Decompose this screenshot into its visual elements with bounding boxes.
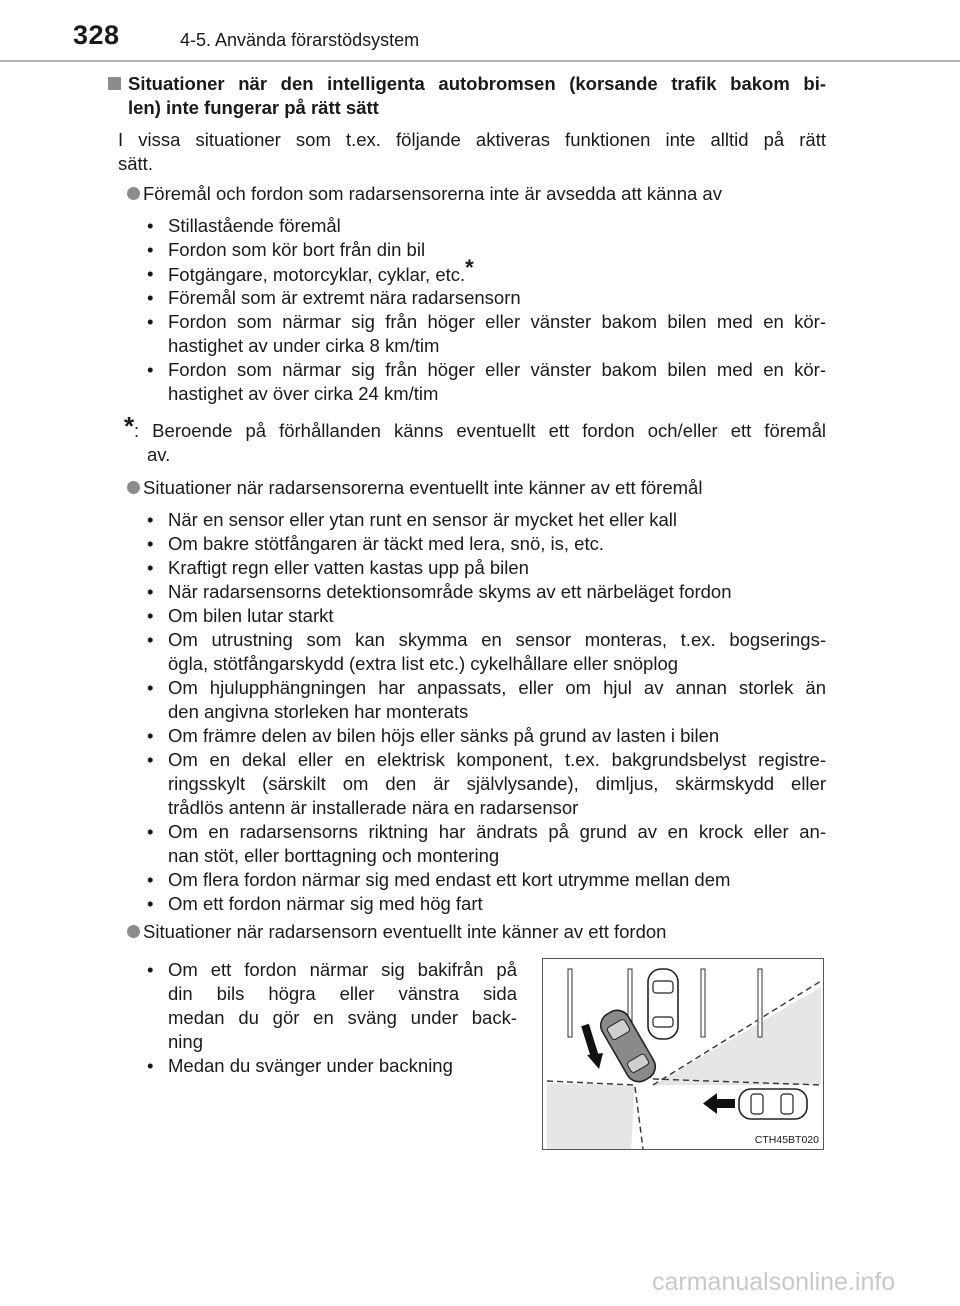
- list-item: Fordon som närmar sig från höger eller vänster bakom bilen med en kör-: [168, 359, 826, 380]
- list-item: Medan du svänger under backning: [168, 1055, 453, 1076]
- list-item: Om ett fordon närmar sig bakifrån på: [168, 959, 517, 980]
- bullet-dot: •: [147, 215, 154, 236]
- list-item: Om bakre stötfångaren är täckt med lera, snö, is, etc.: [168, 533, 604, 554]
- list-item: Om hjulupphängningen har anpassats, eller om hjul av annan storlek än: [168, 677, 826, 698]
- parking-lot-diagram: [543, 959, 823, 1149]
- left-arrow-icon: [703, 1093, 735, 1114]
- bullet-dot: •: [147, 725, 154, 746]
- section-heading-line-1: Situationer när den intelligenta autobromsen (korsande trafik bakom bi-: [128, 73, 826, 94]
- list-item: Fordon som kör bort från din bil: [168, 239, 426, 260]
- bullet-dot: •: [147, 821, 154, 842]
- footer-watermark: carmanualsonline.info: [652, 1268, 896, 1296]
- bullet-dot: •: [147, 239, 154, 260]
- page-number: 328: [73, 20, 120, 50]
- list-item: Om flera fordon närmar sig med endast ett kort utrymme mellan dem: [168, 869, 731, 890]
- bullet-dot: •: [147, 629, 154, 650]
- bullet-dot: •: [147, 263, 154, 284]
- list-item: När en sensor eller ytan runt en sensor är mycket het eller kall: [168, 509, 677, 530]
- list-item-continuation: hastighet av under cirka 8 km/tim: [168, 335, 440, 356]
- turn-direction-arrow-icon: [585, 1025, 603, 1069]
- section-intro-line-1: I vissa situationer som t.ex. följande aktiveras funktionen inte alltid på rätt: [118, 129, 826, 150]
- list-item: Fordon som närmar sig från höger eller vänster bakom bilen med en kör-: [168, 311, 826, 332]
- parking-line: [568, 969, 572, 1037]
- list-item-continuation: den angivna storleken har monterats: [168, 701, 469, 722]
- footnote-marker: *: [124, 411, 135, 441]
- bullet-dot: •: [147, 869, 154, 890]
- footnote-line-2: av.: [147, 444, 171, 465]
- list-item: Om en dekal eller en elektrisk komponent, t.ex. bakgrundsbelyst registre-: [168, 749, 826, 770]
- chapter-title: 4-5. Använda förarstödsystem: [180, 30, 420, 50]
- bullet-dot: •: [147, 287, 154, 308]
- list-item: Kraftigt regn eller vatten kastas upp på bilen: [168, 557, 529, 578]
- list-item-continuation: trådlös antenn är installerade nära en radarsensor: [168, 797, 579, 818]
- list-item-continuation: din bils högra eller vänstra sida: [168, 983, 517, 1004]
- group1-bullet-icon: [127, 187, 140, 200]
- section-heading-line-2: len) inte fungerar på rätt sätt: [128, 97, 379, 118]
- section-intro-line-2: sätt.: [118, 153, 153, 174]
- bullet-dot: •: [147, 311, 154, 332]
- group3-title: Situationer när radarsensorn eventuellt inte känner av ett fordon: [143, 921, 667, 942]
- list-item: När radarsensorns detektionsområde skyms av ett närbeläget fordon: [168, 581, 732, 602]
- footnote-line-1: : Beroende på förhållanden känns eventuellt ett fordon och/eller ett föremål: [134, 420, 826, 441]
- bullet-dot: •: [147, 893, 154, 914]
- list-item: [168, 255, 474, 287]
- list-item: Om främre delen av bilen höjs eller sänks på grund av lasten i bilen: [168, 725, 720, 746]
- list-item: Om utrustning som kan skymma en sensor monteras, t.ex. bogserings-: [168, 629, 826, 650]
- bullet-dot: •: [147, 359, 154, 380]
- list-item: Om en radarsensorns riktning har ändrats på grund av en krock eller an-: [168, 821, 826, 842]
- section-square-icon: [108, 77, 121, 90]
- list-item-continuation: ringsskylt (särskilt om den är självlysande), dimljus, skärmskydd eller: [168, 773, 826, 794]
- footnote-asterisk: *: [465, 255, 474, 280]
- reversing-scenario-illustration: [542, 958, 824, 1150]
- list-item: Föremål som är extremt nära radarsensorn: [168, 287, 521, 308]
- bullet-dot: •: [147, 557, 154, 578]
- bullet-dot: •: [147, 1055, 154, 1076]
- bullet-dot: •: [147, 509, 154, 530]
- bullet-dot: •: [147, 605, 154, 626]
- list-item: Om ett fordon närmar sig med hög fart: [168, 893, 483, 914]
- group2-bullet-icon: [127, 481, 140, 494]
- list-item-continuation: nan stöt, eller borttagning och montering: [168, 845, 500, 866]
- parked-car-icon: [648, 969, 678, 1039]
- figure-code: CTH45BT020: [754, 1134, 819, 1146]
- bullet-dot: •: [147, 959, 154, 980]
- bullet-dot: •: [147, 581, 154, 602]
- list-item-continuation: hastighet av över cirka 24 km/tim: [168, 383, 439, 404]
- list-item-continuation: ning: [168, 1031, 203, 1052]
- bullet-dot: •: [147, 749, 154, 770]
- group2-title: Situationer när radarsensorerna eventuellt inte känner av ett föremål: [143, 477, 703, 498]
- group1-title: Föremål och fordon som radarsensorerna inte är avsedda att känna av: [143, 183, 722, 204]
- header-divider: [0, 60, 960, 62]
- bullet-dot: •: [147, 533, 154, 554]
- list-item: Stillastående föremål: [168, 215, 341, 236]
- list-item-continuation: ögla, stötfångarskydd (extra list etc.) cykelhållare eller snöplog: [168, 653, 679, 674]
- parking-line: [758, 969, 762, 1037]
- list-item: Om bilen lutar starkt: [168, 605, 334, 626]
- parking-line: [701, 969, 705, 1037]
- left-detection-zone: [547, 1083, 635, 1149]
- list-item-continuation: medan du gör en sväng under back-: [168, 1007, 517, 1028]
- group3-bullet-icon: [127, 925, 140, 938]
- detection-boundary-line: [635, 1087, 643, 1149]
- list-item-text: Fotgängare, motorcyklar, cyklar, etc.: [168, 264, 466, 285]
- approaching-car-icon: [739, 1089, 807, 1119]
- bullet-dot: •: [147, 677, 154, 698]
- page-header: [0, 0, 960, 62]
